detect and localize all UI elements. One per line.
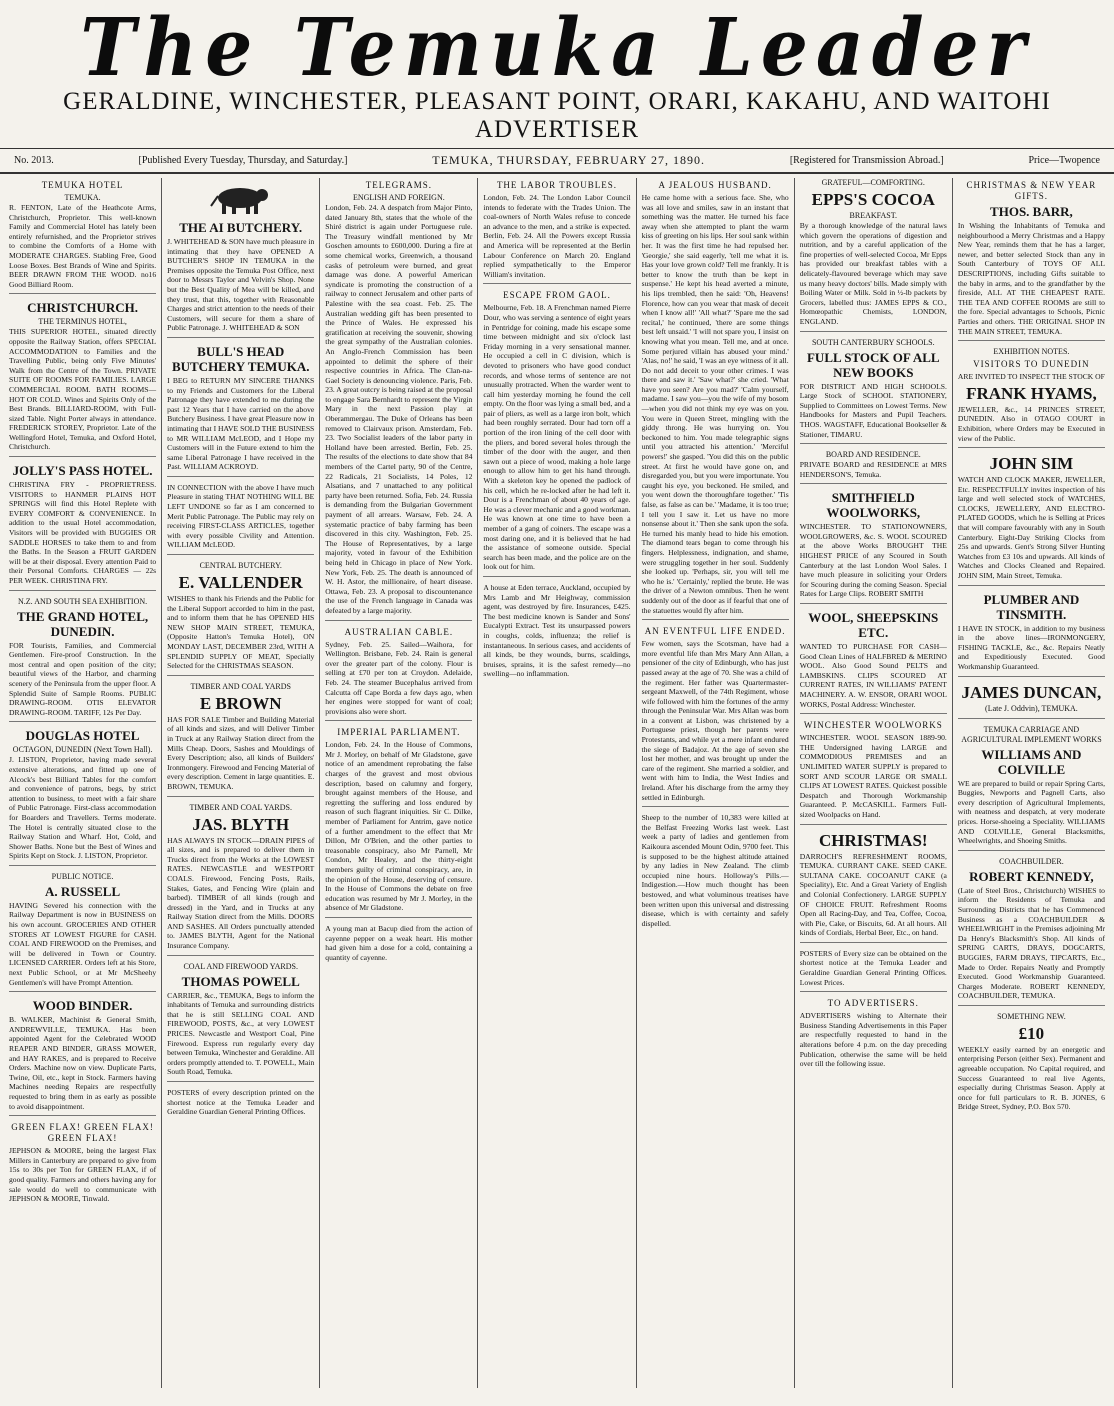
ad-body: WINCHESTER. WOOL SEASON 1889-90. THE Undersigned having LARGE and COMMODIOUS PREMISES and an UNLIMITED WATER SUPPLY is prepared to SORT AND SCOUR LARGE OR SMALL CLIPS AT LOWEST RATES. Quickest possible Despatch and Thorough Workmanship Guaranteed. P. McCASKILL. Farmers Full-sized Woolpacks on Hand.	[799, 733, 947, 819]
ad-smithfield-woolworks	[800, 490, 947, 604]
ad-heading: JAMES DUNCAN,	[961, 682, 1102, 702]
ad-subheading: N.Z. AND SOUTH SEA EXHIBITION.	[18, 596, 148, 606]
ad-heading: WOOD BINDER.	[32, 998, 133, 1014]
ad-heading: CHRISTMAS & NEW YEAR GIFTS.	[966, 180, 1097, 201]
ad-subheading: TEMUKA.	[64, 193, 101, 202]
publishing-note: [Published Every Tuesday, Thursday, and Saturday.]	[138, 155, 348, 166]
ad-body: R. FENTON, Late of the Heathcote Arms, Christchurch, Proprietor. This well-known Family and Commercial Hotel has lately been entirely refurnished, and the Proprietor strives to combine the Comforts of a Home with MODERATE CHARGES. Stabling Free, Good Loose Boxes. Best Brands of Wine and Spirits. BEER DRAWN FROM THE WOOD. no16 Good Billiard Room.	[9, 203, 157, 289]
ad-subheading: THE TERMINUS HOTEL,	[38, 317, 127, 327]
ad-e-brown	[167, 682, 314, 797]
ad-jollys-pass-hotel	[9, 463, 156, 591]
article-body: London, Feb. 24. The London Labor Council intends to federate with the Trades Union. The coal-owners of North Wales refuse to concede an advance to the men, and a strike is expected. Berlin, Feb. 24. All the Powers except Russia and America will be represented at the Berlin Labour Conference on March 20. England replied sympathetically to the Emperor William's invitation.	[483, 193, 631, 279]
ad-epps-cocoa	[800, 178, 947, 332]
ad-body: WISHES to thank his Friends and the Public for the Liberal Support accorded to him in the past, and to inform them that he has OPENED HIS NEW SHOP MAIN STREET, TEMUKA, (Opposite Hatton's Temuka Hotel), ON MONDAY LAST, DECEMBER 23rd, WITH A SPLENDID SUPPLY OF MEAT, Specially Selected for the CHRISTMAS SEASON.	[167, 594, 315, 671]
ad-subheading: SOMETHING NEW.	[997, 1011, 1066, 1021]
column-2	[162, 178, 320, 1388]
ad-heading: WINCHESTER WOOLWORKS	[803, 720, 943, 731]
article-escape-from-gaol	[483, 290, 630, 577]
ad-new-books	[800, 338, 947, 445]
registered-note: [Registered for Transmission Abroad.]	[789, 155, 944, 166]
ad-body: HAS FOR SALE Timber and Building Material of all kinds and sizes, and will Deliver Timber in Truck at any Railway Station direct from the Mills Cheap. Doors, Sashes and Mouldings of Every Description; also, all kinds of Builders' Ironmongery. Firewood and Fencing Material of every description. Cement in large quantities. E. BROWN, TEMUKA.	[167, 714, 315, 791]
ad-body: CARRIER, &c., TEMUKA, Begs to inform the inhabitants of Temuka and surrounding districts that he is still SELLING COAL AND FIREWOOD, POSTS, &c., at very LOWEST PRICES. Newcastle and Westport Coal, Pine Firewood. Express run regularly every day between Temuka, Winchester and Geraldine. All orders promptly attended to. T. POWELL, Main South Road, Temuka.	[167, 990, 315, 1077]
ad-john-sim	[958, 454, 1105, 586]
issue-date: TEMUKA, THURSDAY, FEBRUARY 27, 1890.	[432, 153, 706, 167]
ad-thos-barr	[958, 180, 1105, 341]
ad-heading: THE GRAND HOTEL, DUNEDIN.	[17, 608, 149, 639]
dateline	[0, 148, 1114, 174]
ad-winchester-woolworks	[800, 720, 947, 824]
column-1	[4, 178, 162, 1388]
ad-temuka-hotel	[9, 180, 156, 294]
columns	[0, 174, 1114, 1388]
ad-heading: WILLIAMS AND COLVILLE	[981, 746, 1082, 777]
article-body: London, Feb. 24. In the House of Commons, Mr J. Morley, on behalf of Mr Gladstone, gave notice of an amendment reprobating the false charges of the gravest and most obvious description, based on calumny and forgery, brought against members of the House, and regretting the suffering and loss endured by reason of such flagrant iniquities. Sir C. Dilke, member of Parliament for Antrim, gave notice of a further amendment to the effect that Mr Dillon, Mr O'Brien, and the other parties to treasonable conspiracy, also Mr Parnell, Mr Condon, Mr Healey, and the thirty-eight members guilty of criminal conspiracy, are, in the opinion of the House, deserving of censure. In the House of Commons the debate on free education was resumed by Mr J. Morley, in the absence of Mr Gladstone.	[325, 740, 473, 913]
ad-thomas-powell	[167, 962, 314, 1082]
ad-grand-hotel	[9, 597, 156, 723]
ad-subheading: COACHBUILDER.	[999, 856, 1064, 866]
ad-wool-sheepskins	[800, 610, 947, 714]
ad-heading: THOMAS POWELL	[181, 973, 300, 989]
ad-subheading: SOUTH CANTERBURY SCHOOLS.	[811, 337, 935, 347]
ad-heading: E BROWN	[199, 693, 282, 713]
bull-icon	[206, 182, 276, 216]
newspaper-subtitle: GERALDINE, WINCHESTER, PLEASANT POINT, ORARI, KAKAHU, AND WAITOHI ADVERTISER	[63, 88, 1051, 143]
ad-heading: TO ADVERTISERS.	[827, 998, 919, 1009]
ad-james-duncan	[958, 683, 1105, 719]
ad-body-2: JEWELLER, &c., 14 PRINCES STREET, DUNEDIN. Also in OTAGO COURT in Exhibition, where Orders may be Executed in view of the Public.	[957, 404, 1105, 443]
ad-body: IN CONNECTION with the above I have much Pleasure in stating THAT NOTHING WILL BE LEFT UNDONE so far as I am concerned to Merit Public Patronage. The Public may rely on receiving FIRST-CLASS ARTICLES, together with every possible Civility and Attention. WILLIAM McLEOD.	[167, 482, 315, 550]
ad-body: DARROCH'S REFRESHMENT ROOMS, TEMUKA. CURRANT CAKE. SEED CAKE. SULTANA CAKE. COCOANUT CAKE (a Speciality), Etc. And a Great Variety of English and Colonial Confectionery. LARGE SUPPLY OF CHOICE FRUIT. Refreshment Rooms Open all Racing-Day, and Tea, Coffee, Cocoa, with Pie, Cake, or Biscuits, 6d. At all hours. All kinds of Cordials, Herbal Beer, Etc., on hand.	[799, 851, 947, 938]
ad-body: PRIVATE BOARD and RESIDENCE at MRS HENDERSON'S, Temuka.	[799, 460, 947, 479]
ad-heading: JOLLY'S PASS HOTEL.	[12, 463, 153, 479]
article-body: Melbourne, Feb. 18. A Frenchman named Pierre Dour, who was serving a sentence of eight years in Pentridge for coining, made his escape some time between midnight and six o'clock last Friday morning in a very sensational manner. He occupied a cell in C division, which is devoted to prisoners who have good conduct records, and whose terms of sentence are not unusually protracted. When the warder went to call him yesterday morning he found the cell empty. On the floor was lying a small bed, and a pair of pliers, as well as a large iron bolt, which had been roughly serrated. Dour had torn off a portion of the iron lining of the cell door with the pliers, and bored several holes through the timber of the door with the auger, and then sawn out a piece of wood, making a hole large enough to allow him to get his hand through. With a skeleton key he opened the padlock of his cell, which he re-locked after he had left it. Dour is a Frenchman of about 40 years of age. He was a clever mechanic and a good workman. He was known at one time to have been a member of a gang of coiners. The escape was a most daring one, and it is believed that he had the assistance of someone outside. Special search has been made, and the police are on the look out for him.	[483, 303, 631, 572]
ad-body: (Late J. Oddvin), TEMUKA.	[985, 703, 1078, 713]
ad-heading: FRANK HYAMS,	[966, 383, 1097, 403]
ad-body: THIS SUPERIOR HOTEL, situated directly opposite the Railway Station, offers SPECIAL ACCOMMODATION to Families and the Travelling Public, being only Five Minutes' Walk from the Centre of the Town. PRIVATE SUITE OF ROOMS FOR FAMILIES. LARGE COMMERCIAL ROOM. BATH ROOMS—HOT OR COLD. Wines and Spirits Only of the Best Brands. BILLIARD-ROOM, with Full-sized Table. Night Porter always in attendance. FREDERICK STOREY, Proprietor. Late of the Wellingford Hotel, Temuka, and Oxford Hotel, Christchurch.	[9, 327, 157, 452]
ad-subheading: TEMUKA CARRIAGE AND AGRICULTURAL IMPLEMENT WORKS	[961, 724, 1102, 744]
ad-heading: ROBERT KENNEDY,	[969, 868, 1094, 884]
ad-heading: SMITHFIELD WOOLWORKS,	[826, 490, 921, 521]
ad-subheading: COAL AND FIREWOOD YARDS.	[183, 961, 298, 971]
article-auckland-fire	[483, 583, 630, 683]
column-5	[637, 178, 795, 1388]
column-6	[795, 178, 953, 1388]
ad-heading: FULL STOCK OF ALL NEW BOOKS	[806, 349, 940, 380]
article-body: A young man at Bacup died from the action of cayenne pepper on a weak heart. His mother had given him a dose for a cold, containing a quantity of cayenne.	[325, 923, 473, 962]
ad-williams-colville	[958, 725, 1105, 851]
ad-heading: £10	[1018, 1023, 1045, 1043]
ad-body: (Late of Steel Bros., Christchurch) WISHES to inform the Residents of Temuka and Surrounding Districts that he has Commenced Business as a COACHBUILDER & WHEELWRIGHT in the Premises adjoining Mr Da Henry's Blacksmith's Shop. All kinds of SPRING CARTS, DRAYS, DOGCARTS, BUGGIES, FARM DRAYS, TIPCARTS, Etc., Made to Order. Repairs Neatly and Promptly Executed. Good Workmanship Guaranteed. Charges Moderate. ROBERT KENNEDY, COACHBUILDER, TEMUKA.	[957, 885, 1105, 1001]
ad-vallender	[167, 561, 314, 676]
ad-heading: BULL'S HEAD BUTCHERY TEMUKA.	[171, 343, 310, 374]
article-subheading: ENGLISH AND FOREIGN.	[352, 193, 445, 202]
ad-body: ADVERTISERS wishing to Alternate their Business Standing Advertisements in this Paper are respectfully requested to hand in the alterations before 4 p.m. on the day preceding Publication, otherwise the same will be held over till the following issue.	[799, 1011, 947, 1069]
ad-subheading: TIMBER AND COAL YARDS.	[189, 802, 292, 812]
ad-terminus-hotel	[9, 300, 156, 457]
ad-green-flax	[9, 1122, 156, 1208]
ad-heading: DOUGLAS HOTEL	[25, 728, 140, 744]
ad-heading: PLUMBER AND TINSMITH.	[983, 591, 1080, 622]
ad-subheading: EXHIBITION NOTES.	[993, 347, 1070, 357]
article-body: A house at Eden terrace, Auckland, occupied by Mrs Lamb and Mr Heighway, commission agent, was destroyed by fire. Insurances, £425. The best medicine known is Sander and Sons' Eucalypti Extract. Test its unsurpassed powers in coughs, colds, influenza; the relief is instantaneous. In serious cases, and accidents of all kinds, be they wounds, burns, scaldings, bruises, sprains, it is the safest remedy—no swelling—no inflammation.	[483, 582, 631, 679]
ad-posters	[167, 1088, 314, 1121]
ad-mcleod	[167, 483, 314, 555]
ad-robert-kennedy	[958, 857, 1105, 1006]
column-7	[953, 178, 1110, 1388]
ad-heading: CHRISTMAS!	[818, 830, 928, 850]
ad-body: HAVING Severed his connection with the Railway Department is now in BUSINESS on his own account. GROCERIES AND OTHER STORES AT LOWEST FIGURE for CASH. COAL AND FIREWOOD on the Premises, and will be delivered in Town or Country. LICENSED CARRIER. Orders left at his Store, next Public School, or at Mr McSheehy Gentlemen's will have Prompt Attention.	[9, 900, 157, 987]
ad-subheading: TIMBER AND COAL YARDS	[190, 681, 291, 691]
ad-christmas-darroch	[800, 831, 947, 943]
ad-body: J. LISTON, Proprietor, having made several extensive alterations, and fitted up one of Alcock's best Billiard Tables for the comfort and convenience of patrons, begs, by strict attention to business, to meet with a fair share of Public Patronage. First-class accommodation for Boarders and Travellers. Terms moderate. The Hotel is centrally situated close to the Railway Station and Wharf. Hot, Cold, and Shower Baths. None but the Best of Wines and Spirits Kept on Stock. J. LISTON, Proprietor.	[9, 755, 157, 861]
ad-body: FOR DISTRICT AND HIGH SCHOOLS. Large Stock of SCHOOL STATIONERY, Supplied to Committees on Lowest Terms. New Handbooks for Masters and Pupil Teachers. THOS. WAGSTAFF, Educational Bookseller & Stationer, TIMARU.	[799, 381, 947, 439]
ad-body: ARE INVITED TO INSPECT THE STOCK OF	[957, 372, 1105, 382]
article-heading: ESCAPE FROM GAOL.	[503, 290, 611, 301]
ad-something-new	[958, 1012, 1105, 1116]
column-3	[320, 178, 478, 1388]
ad-body: HAS ALWAYS IN STOCK—DRAIN PIPES of all sizes, and is prepared to deliver them in Trucks direct from the Works at the LOWEST RATES. NEWCASTLE and WESTPORT COALS. Firewood, Fencing Posts, Rails, Stakes, Gates, and Fencing Wire (plain and barbed). TIMBER of all kinds (rough and dressed) in the Yard, and in Trucks at any Railway Station direct from the Mills. DOORS AND SASHES. All Orders punctually attended to. JAMES BLYTH, Agent for the National Insurance Company.	[167, 835, 315, 951]
article-body: London, Feb. 24. A despatch from Major Pinto, dated January 8th, states that the whole of the Shiré district is again under Portuguese rule. The Treasury windfall mentioned by Mr Goschen amounts to £600,000. During a fire at some chemical works, Greenwich, a thousand casks of petroleum were burned, and great damage was done. A powerful American syndicate is promoting the construction of a railway to connect Jerusalem and other parts of Palestine with the sea coast. Feb. 25. The Australian wedding gift has been presented to the Prince of Wales. He expressed his gratification at receiving the souvenir, showing the great sympathy of the Australian colonies. An Anglo-French Commission has been appointed to delimit the sphere of their respective countries in Africa. The Clan-na-Gael Society is denouncing violence. Paris, Feb. 23. A great outcry is being raised at the proposal to engage Sara Bernhardt to represent the Virgin Mary in the next Passion play at Oberammergau. The Duke of Orleans has been removed to Clairvaux prison. Amsterdam, Feb. 23. Two Socialist leaders of the labor party in Holland have been arrested. Berlin, Feb. 25. The results of the elections to date show that 84 members of the Cartel party, 90 of the Centre, 22 Radicals, 21 Socialists, 14 Poles, 12 Alsatians, and 7 unattached to any political party have been returned. Sofia, Feb. 24. Russia is demanding from the Bulgarian Government payment of all arrears. Warsaw, Feb. 24. A systematic practice of baby farming has been discovered in this city. Washington, Feb. 25. The House of Representatives, by a large majority, voted in favour of the Exhibition being held in Chicago in place of New York. New York, Feb. 25. The death is announced of W. H. Astor, the millionaire, of heart disease. Ottawa, Feb. 23. A proposal to discountenance the use of the French language in Canada was defeated by a large majority.	[325, 203, 473, 615]
ad-ai-butchery	[167, 182, 314, 338]
ad-body: I HAVE IN STOCK, in addition to my business in the above lines—IRONMONGERY, FISHING TACKLE, &c., &c. Repairs Neatly and Expeditiously Executed. Good Workmanship Guaranteed.	[957, 623, 1105, 671]
ad-board-residence	[800, 450, 947, 484]
article-heading: AN EVENTFUL LIFE ENDED.	[644, 626, 786, 637]
ad-frank-hyams	[958, 347, 1105, 448]
ad-wood-binder	[9, 998, 156, 1116]
ad-subheading: OCTAGON, DUNEDIN (Next Town Hall).	[12, 745, 153, 755]
article-heading: THE LABOR TROUBLES.	[496, 180, 618, 190]
ad-heading: TEMUKA HOTEL	[41, 180, 124, 190]
article-cayenne	[325, 924, 472, 966]
ad-body: CHRISTINA FRY - PROPRIETRESS. VISITORS to HANMER PLAINS HOT SPRINGS will find this Hotel Replete with EVERY COMFORT & CONVENIENCE. In addition to the usual Hotel accommodation, Visitors will be provided with BUGGIES OR SADDLE HORSES to take them to and from the Baths. In the Season a FRUIT GARDEN will be at their disposal. Every attention Paid to their Personal Comforts. CHARGES — 22s PER WEEK. CHRISTINA FRY.	[9, 480, 157, 585]
ad-subheading: BOARD AND RESIDENCE.	[825, 450, 921, 460]
ad-body: J. WHITEHEAD & SON have much pleasure in intimating that they have OPENED A BUTCHER'S SHOP IN TEMUKA in the Premises opposite the Temuka Post Office, next door to Messrs Taylor and Velvin's Shop. None but the Best Quality of Mea will be killed, and they trust, that this, together with Reasonable Charges and strict attention to the needs of their Customers, will secure for them a share of Public Patronage. J. WHITEHEAD & SON	[167, 237, 315, 333]
ad-jas-blyth	[167, 803, 314, 956]
ad-subheading: BREAKFAST.	[849, 211, 898, 220]
ad-posters	[800, 949, 947, 992]
ad-to-advertisers	[800, 998, 947, 1073]
ad-body: WE are prepared to build or repair Spring Carts, Buggies, Newports and Pagnell Carts, also every description of Agricultural Implements, with neatness and despatch, at very moderate prices. Horse-shoeing a Speciality. WILLIAMS AND COLVILLE, General Blacksmiths, Wheelwrights, and Shoeing Smiths.	[957, 778, 1105, 846]
ad-body: WATCH AND CLOCK MAKER, JEWELLER, Etc. RESPECTFULLY invites inspection of his large and well selected stock of WATCHES, CLOCKS, JEWELLERY, AND ELECTRO-PLATED GOODS, which he is Selling at Prices that will compare favourably with any in South Canterbury. Eight-Day Striking Clocks from 25s and upwards. Gent's Strong Silver Hunting Watches from £3 10s and upwards. All kinds of Watches and Clocks Cleaned and Repaired. JOHN SIM, Main Street, Temuka.	[957, 475, 1105, 581]
ad-body: WANTED TO PURCHASE FOR CASH—Good Clean Lines of HALFBRED & MERINO WOOL. Also Good Sound PELTS and LAMBSKINS. CLIPS SCOURED AT CURRENT RATES, IN WILLIAMS' PATENT MACHINERY. A. W. ENSOR, ORARI WOOL WORKS, Postal Address: Winchester.	[799, 642, 947, 709]
ad-body: B. WALKER, Machinist & General Smith, ANDREWVILLE, TEMUKA. Has been appointed Agent for the Celebrated WOOD REAPER AND BINDER, GRASS MOWER, and HAY RAKES, and is prepared to Receive Orders. Machine now on view. Duplicate Parts, Twine, Oil, etc., kept in Stock. Farmers having Machines needing Repairs are respectfully requested to bring them in as early as possible to avoid disappointment.	[9, 1015, 157, 1111]
ad-russell	[9, 872, 156, 992]
article-telegrams	[325, 180, 472, 621]
article-heading: A JEALOUS HUSBAND.	[658, 180, 772, 190]
ad-heading: A. RUSSELL	[45, 883, 121, 899]
ad-heading: EPPS'S COCOA	[811, 190, 935, 209]
ad-body: POSTERS of Every size can be obtained on the shortest notice at the Temuka Leader and Geraldine Guardian General Printing Offices. Lowest Prices.	[799, 948, 947, 987]
ad-heading: E. VALLENDER	[178, 573, 303, 593]
ad-body: FOR Tourists, Families, and Commercial Gentlemen. Fire-proof Construction. In the most central and open position of the city; beautiful views of the Harbor, and charming scenery of the Peninsula from the upper floor. A Splendid Suite of Sample Rooms. PUBLIC DRAWING-ROOM. OTIS ELEVATOR DRAWING-ROOM. TARIFF, 12s Per Day.	[9, 640, 157, 717]
article-body: He came home with a serious face. She, who was all love and smiles, saw in an instant that something was the matter. He turned his face away when she attempted to plant the warm kiss of greeting on his lips. Her soul sank within her. It was the first time he had repulsed her. 'Georgie,' she said eagerly, 'tell me what it is. Has your love grown cold? Tell me frankly. It is better to know the truth than be kept in suspense.' He kept his head averted a minute, his lips trembled, then he said: 'Oh, Heavens! Florence, how can you wear that mask of deceit when I know all!' 'All what?' 'Spare me the sad recital,' he continued, 'there are some things best left unsaid.' 'I will not spare you, I insist on knowing what you mean. Tell me, and at once. Some perjured villain has abused your mind.' 'Alas, no!' he said, 'I was an eye witness of it all. Do not add deceit to your other crimes. I was there and saw it.' 'Saw what?' she cried. 'What have you seen? Are you mad?' 'Calm yourself, madame. I saw you—you the wife of my bosom—when you did not think my eye was on you. You were in Queen Street, mingling with the giddy throng. He was hurrying on. You beckoned to him. You made telegraphic signs until you attracted his attention.' 'Merciful powers!' she gasped. 'You did this on the public street. At first he would have gone on, and disregarded you, but you were importunate. You caught his eye, you beckoned. He smiled, and you went down the thoroughfare together.' 'Tis false, as false as can be.' 'Madame, it is too true; I tell you I saw it. Let us have no more nonsense about it.' Then she sank upon the sofa. He turned his manly head to hide his emotion. The diamond tears began to come through his fingers. Helplessness, indignation, and shame, were struggling together in her soul. Suddenly she looked up. 'Perhaps, sir, you will tell me who he is.' 'Certainly,' replied the brute. He was the driver of a Newton omnibus. Then he went suddenly out of the door as if fearful that one of the statuettes would fly after him.	[641, 193, 789, 615]
ad-heading-name: THOS. BARR,	[990, 204, 1073, 219]
ad-heading: GREEN FLAX! GREEN FLAX! GREEN FLAX!	[11, 1122, 154, 1144]
ad-subheading: PUBLIC NOTICE.	[51, 871, 114, 881]
ad-heading: THE AI BUTCHERY.	[179, 220, 303, 235]
ad-heading: WOOL, SHEEPSKINS ETC.	[808, 610, 939, 641]
article-labor-troubles	[483, 180, 630, 284]
ad-body: WINCHESTER. TO STATIONOWNERS, WOOLGROWERS, &c. S. WOOL SCOURED at the above Works BROUGHT THE HIGHEST PRICE of any Scoured in South Canterbury at the last London Wool Sales. I have much pleasure in soliciting your Orders for Scouring during the coming Season. Special Rates for Large Clips. ROBERT SMITH	[799, 522, 947, 599]
article-heading: IMPERIAL PARLIAMENT.	[337, 727, 461, 738]
article-eventful-life	[642, 626, 789, 807]
article-jealous-husband	[642, 180, 789, 620]
ad-heading: CHRISTCHURCH.	[27, 300, 138, 316]
ad-subheading-2: VISITORS TO DUNEDIN	[973, 359, 1090, 370]
article-body: Sheep to the number of 10,383 were killed at the Belfast Freezing Works last week. Last week a party of ladies and gentlemen from Kaikoura ascended Mount Odin, 9700 feet. This is supposed to be the highest altitude attained by any ladies in New Zealand. The climb occupied nine hours. Holloway's Pills.—Indigestion.—How much thought has been bestowed, and what voluminous treatises have been written upon this universal and distressing disease, which is with certainty and safely dispelled.	[641, 813, 789, 928]
ad-body: WEEKLY easily earned by an energetic and enterprising Person (either Sex). Permanent and agreeable occupation. No Capital required, and Success Guaranteed to real live Agents, especially during Christmas Season. Apply at once for full particulars to R. B. JONES, 6 Bridge Street, Sydney, P.O. Box 570.	[957, 1044, 1105, 1112]
article-heading: TELEGRAMS.	[365, 180, 432, 190]
price: Price—Twopence	[1028, 155, 1100, 166]
ad-heading: JOHN SIM	[989, 454, 1074, 474]
ad-body: I BEG to RETURN MY SINCERE THANKS to my Friends and Customers for the Liberal Patronage they have extended to me during the past 12 Years that I have carried on the above Butchery Business. I have great Pleasure now in intimating that I HAVE SOLD THE BUSINESS to MR WILLIAM McLEOD, and I Hope my Customers will in the Future extend to him the same Liberal Patronage I have received in the Past. WILLIAM ACKROYD.	[167, 375, 315, 472]
column-4	[478, 178, 636, 1388]
ad-heading: JAS. BLYTH	[192, 814, 290, 834]
article-news-items	[642, 813, 789, 932]
article-imperial-parliament	[325, 727, 472, 918]
ad-body: By a thorough knowledge of the natural laws which govern the operations of digestion and nutrition, and by a careful application of the fine properties of well-selected Cocoa, Mr Epps has provided our breakfast tables with a delicately-flavoured beverage which may save us many heavy doctors' bills. Made simply with Boiling Water or Milk. Sold in ½-lb packets by Grocers, labelled thus: JAMES EPPS & CO., Homœopathic Chemists, LONDON, ENGLAND.	[799, 221, 947, 326]
ad-body: POSTERS of every description printed on the shortest notice at the Temuka Leader and Geraldine Guardian General Printing Offices.	[167, 1088, 315, 1117]
article-body: Sydney, Feb. 25. Sailed—Waihora, for Wellington. Brisbane, Feb. 24. Rain is general over the greater part of the colony. Flour is selling at £70 per ton at Croydon. Adelaide, Feb. 24. The steamer Bucephalus arrived from Calcutta off Cape Borda a few days ago, when her engines were stopped for want of coal; provisions also were short.	[325, 639, 473, 716]
masthead	[0, 0, 1114, 144]
newspaper-title: The Temuka Leader	[80, 1, 1034, 95]
article-australian-cable	[325, 627, 472, 722]
ad-body: JEPHSON & MOORE, being the largest Flax Millers in Canterbury are prepared to give from 15s to 30s per Ton for GREEN FLAX, if of good quality. Farmers and others having any for sale would do well to communicate with JEPHSON & MOORE, Tinwald.	[9, 1146, 157, 1204]
ad-bulls-head-butchery	[167, 344, 314, 477]
issue-number: No. 2013.	[14, 155, 54, 166]
ad-subheading: CENTRAL BUTCHERY.	[199, 561, 282, 571]
ad-subheading: GRATEFUL—COMFORTING.	[821, 178, 925, 187]
ad-plumber	[958, 592, 1105, 677]
ad-douglas-hotel	[9, 728, 156, 866]
article-heading: AUSTRALIAN CABLE.	[344, 626, 454, 637]
ad-body: In Wishing the Inhabitants of Temuka and neighbourhood a Merry Christmas and a Happy New Year, reminds them that he has a larger, newer, and better selected Stock than any in South Canterbury of TOYS OF ALL DESCRIPTIONS, including Gifts suitable to the baby in arms, and to the grandfather by the fireside, ALL AT THE CHEAPEST RATE. THE TEA AND COFFEE ROOMS are still to the fore. Special advantages to Schools, Picnic Parties and others. THE ORIGINAL SHOP IN THE MAIN STREET, TEMUKA.	[957, 221, 1105, 336]
article-body: Few women, says the Scotsman, have had a more eventful life than Mrs Mary Ann Allan, a pensioner of the city of Edinburgh, who has just passed away at the age of 70. She was a child of the regiment. Her father was Quartermaster-sergeant Maxwell, of the 74th Regiment, whose wife followed with him the fortunes of the army through the Peninsular War. Mrs Allan was born in a convent at Lisbon, was christened by a Portuguese priest, though her parents were Protestants, and while yet a mere infant endured the siege of Badajoz. At the age of seven she lost her mother, and was brought up under the care of the regiment. She married a soldier, and went with him to India, the West Indies and Ireland. After his discharge from the army they settled in Edinburgh.	[641, 639, 789, 802]
